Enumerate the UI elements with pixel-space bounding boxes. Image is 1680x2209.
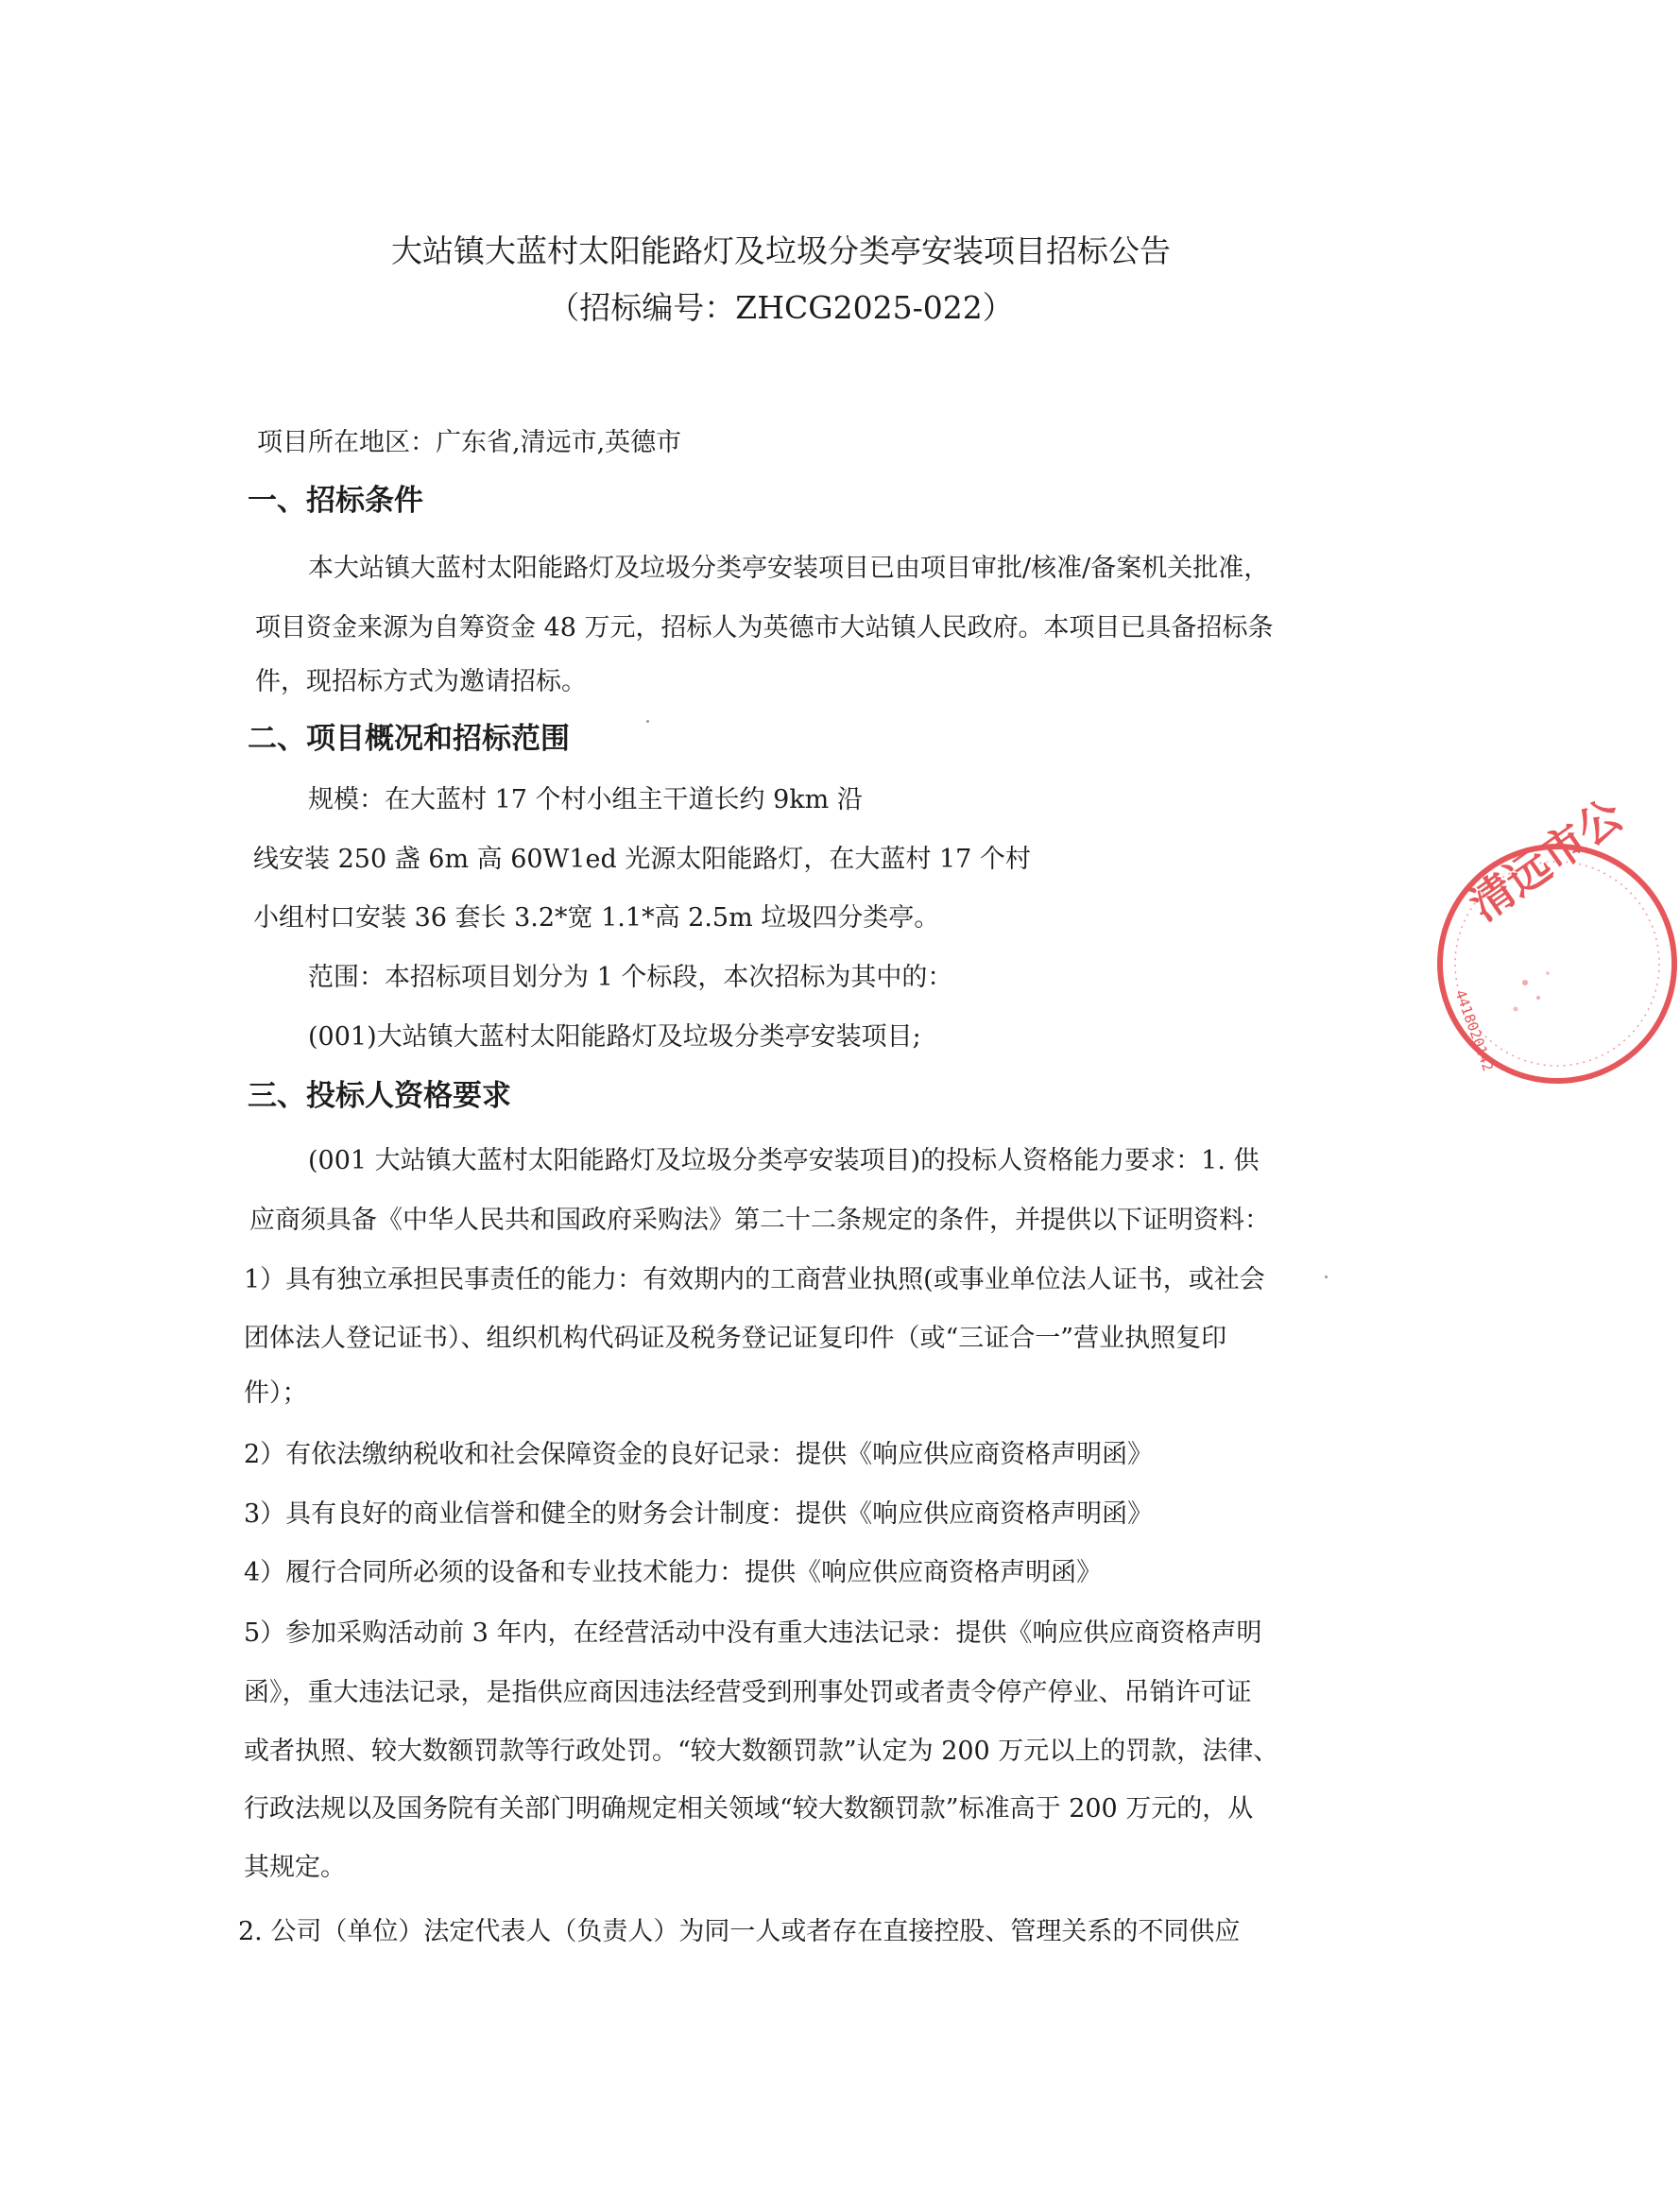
seal-text: 清远市公 xyxy=(1460,789,1633,932)
tender-number: （招标编号：ZHCG2025-022） xyxy=(548,289,1014,326)
seal-code: 4418020142 xyxy=(1451,987,1498,1074)
section-3-line: 2. 公司（单位）法定代表人（负责人）为同一人或者存在直接控股、管理关系的不同供应 xyxy=(238,1917,1241,1946)
official-seal-stamp xyxy=(1434,789,1680,1087)
section-3-line: 5）参加采购活动前 3 年内，在经营活动中没有重大违法记录：提供《响应供应商资格声明 xyxy=(244,1618,1262,1648)
section-1-line: 项目资金来源为自筹资金 48 万元，招标人为英德市大站镇人民政府。本项目已具备招标条 xyxy=(255,613,1274,642)
section-3-line: 件）； xyxy=(244,1378,308,1408)
section-3-line: 其规定。 xyxy=(244,1853,346,1882)
section-2-line: 小组村口安装 36 套长 3.2*宽 1.1*高 2.5m 垃圾四分类亭。 xyxy=(253,903,940,933)
section-3-line: 函》，重大违法记录，是指供应商因违法经营受到刑事处罚或者责令停产停业、吊销许可证 xyxy=(244,1678,1252,1707)
section-heading-3: 三、投标人资格要求 xyxy=(248,1079,511,1113)
project-location: 项目所在地区：广东省,清远市,英德市 xyxy=(257,428,682,457)
section-3-line: 4）履行合同所必须的设备和专业技术能力：提供《响应供应商资格声明函》 xyxy=(244,1558,1103,1587)
section-1-line: 件，现招标方式为邀请招标。 xyxy=(255,667,587,696)
document-title: 大站镇大蓝村太阳能路灯及垃圾分类亭安装项目招标公告 xyxy=(391,232,1171,269)
section-3-line: 团体法人登记证书）、组织机构代码证及税务登记证复印件（或“三证合一”营业执照复印 xyxy=(244,1324,1227,1353)
section-2-line: 范围：本招标项目划分为 1 个标段，本次招标为其中的： xyxy=(308,963,953,992)
section-2-line: 规模：在大蓝村 17 个村小组主干道长约 9km 沿 xyxy=(308,785,863,814)
scan-speck xyxy=(1325,1276,1328,1278)
section-heading-2: 二、项目概况和招标范围 xyxy=(248,722,570,756)
section-heading-1: 一、招标条件 xyxy=(248,484,423,518)
section-3-line: (001 大站镇大蓝村太阳能路灯及垃圾分类亭安装项目)的投标人资格能力要求：1. 供 xyxy=(308,1146,1260,1175)
section-2-line: (001)大站镇大蓝村太阳能路灯及垃圾分类亭安装项目; xyxy=(308,1022,921,1052)
section-3-line: 应商须具备《中华人民共和国政府采购法》第二十二条规定的条件，并提供以下证明资料： xyxy=(249,1206,1270,1235)
section-2-line: 线安装 250 盏 6m 高 60W1ed 光源太阳能路灯，在大蓝村 17 个村 xyxy=(253,845,1031,874)
scan-speck xyxy=(646,720,649,723)
section-3-line: 3）具有良好的商业信誉和健全的财务会计制度：提供《响应供应商资格声明函》 xyxy=(244,1499,1154,1529)
section-3-line: 行政法规以及国务院有关部门明确规定相关领域“较大数额罚款”标准高于 200 万元的，从 xyxy=(244,1794,1254,1824)
section-3-line: 2）有依法缴纳税收和社会保障资金的良好记录：提供《响应供应商资格声明函》 xyxy=(244,1440,1154,1469)
section-3-line: 1）具有独立承担民事责任的能力：有效期内的工商营业执照(或事业单位法人证书，或社会 xyxy=(244,1265,1265,1294)
section-3-line: 或者执照、较大数额罚款等行政处罚。“较大数额罚款”认定为 200 万元以上的罚款，法律、 xyxy=(244,1737,1279,1766)
section-1-line: 本大站镇大蓝村太阳能路灯及垃圾分类亭安装项目已由项目审批/核准/备案机关批准， xyxy=(308,554,1270,583)
